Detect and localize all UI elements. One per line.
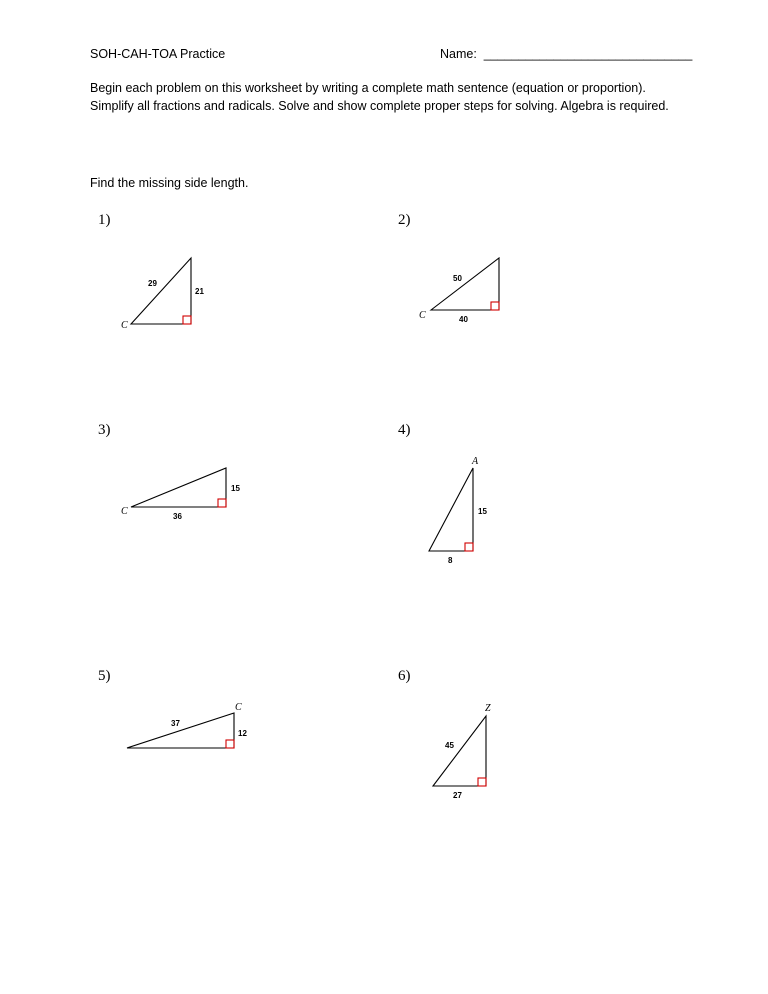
problem-2-triangle: [415, 250, 525, 340]
problem-5-number: 5): [98, 668, 111, 684]
hypotenuse-label: 37: [171, 719, 180, 728]
hypotenuse-label: 45: [445, 741, 454, 750]
hypotenuse-label: 50: [453, 274, 462, 283]
instructions: Begin each problem on this worksheet by writing a complete math sentence (equation or proportion). Simplify all fractions and radicals. Solve and show complete proper steps for solving. Algebra is required.: [90, 81, 669, 113]
hypotenuse-label: 29: [148, 279, 157, 288]
side-label: 36: [173, 512, 182, 521]
triangle-shape: [131, 258, 191, 324]
side-label: 21: [195, 287, 204, 296]
side-label: 27: [453, 791, 462, 800]
side-label: 8: [448, 556, 453, 565]
triangle-shape: [131, 468, 226, 507]
right-angle-marker: [465, 543, 473, 551]
problem-6-number: 6): [398, 668, 411, 684]
problem-6-triangle: [415, 700, 515, 805]
side-label: 15: [478, 507, 487, 516]
right-angle-marker: [478, 778, 486, 786]
problem-1-number: 1): [98, 212, 111, 228]
vertex-label: Z: [485, 703, 491, 714]
right-angle-marker: [218, 499, 226, 507]
problem-3-number: 3): [98, 422, 111, 438]
name-field[interactable]: [440, 47, 692, 61]
side-label: 12: [238, 729, 247, 738]
right-angle-marker: [226, 740, 234, 748]
name-label: Name:: [440, 47, 477, 61]
problem-1-triangle: [115, 250, 225, 340]
vertex-label: A: [472, 456, 479, 467]
triangle-shape: [433, 716, 486, 786]
worksheet-title: SOH-CAH-TOA Practice: [90, 47, 226, 61]
triangle-shape: [431, 258, 499, 310]
vertex-label: C: [121, 320, 128, 331]
side-label: 15: [231, 484, 240, 493]
vertex-label: C: [419, 310, 426, 321]
problem-5-triangle: [115, 700, 255, 760]
side-label: 40: [459, 315, 468, 324]
triangle-shape: [127, 713, 234, 748]
directions: Find the missing side length.: [90, 176, 249, 190]
right-angle-marker: [183, 316, 191, 324]
triangle-shape: [429, 468, 473, 551]
vertex-label: C: [121, 506, 128, 517]
problem-4-number: 4): [398, 422, 411, 438]
problem-2-number: 2): [398, 212, 411, 228]
name-blank[interactable]: ______________________________: [483, 47, 693, 61]
problem-4-triangle: [415, 450, 505, 570]
vertex-label: C: [235, 702, 242, 713]
right-angle-marker: [491, 302, 499, 310]
problem-3-triangle: [115, 460, 255, 530]
